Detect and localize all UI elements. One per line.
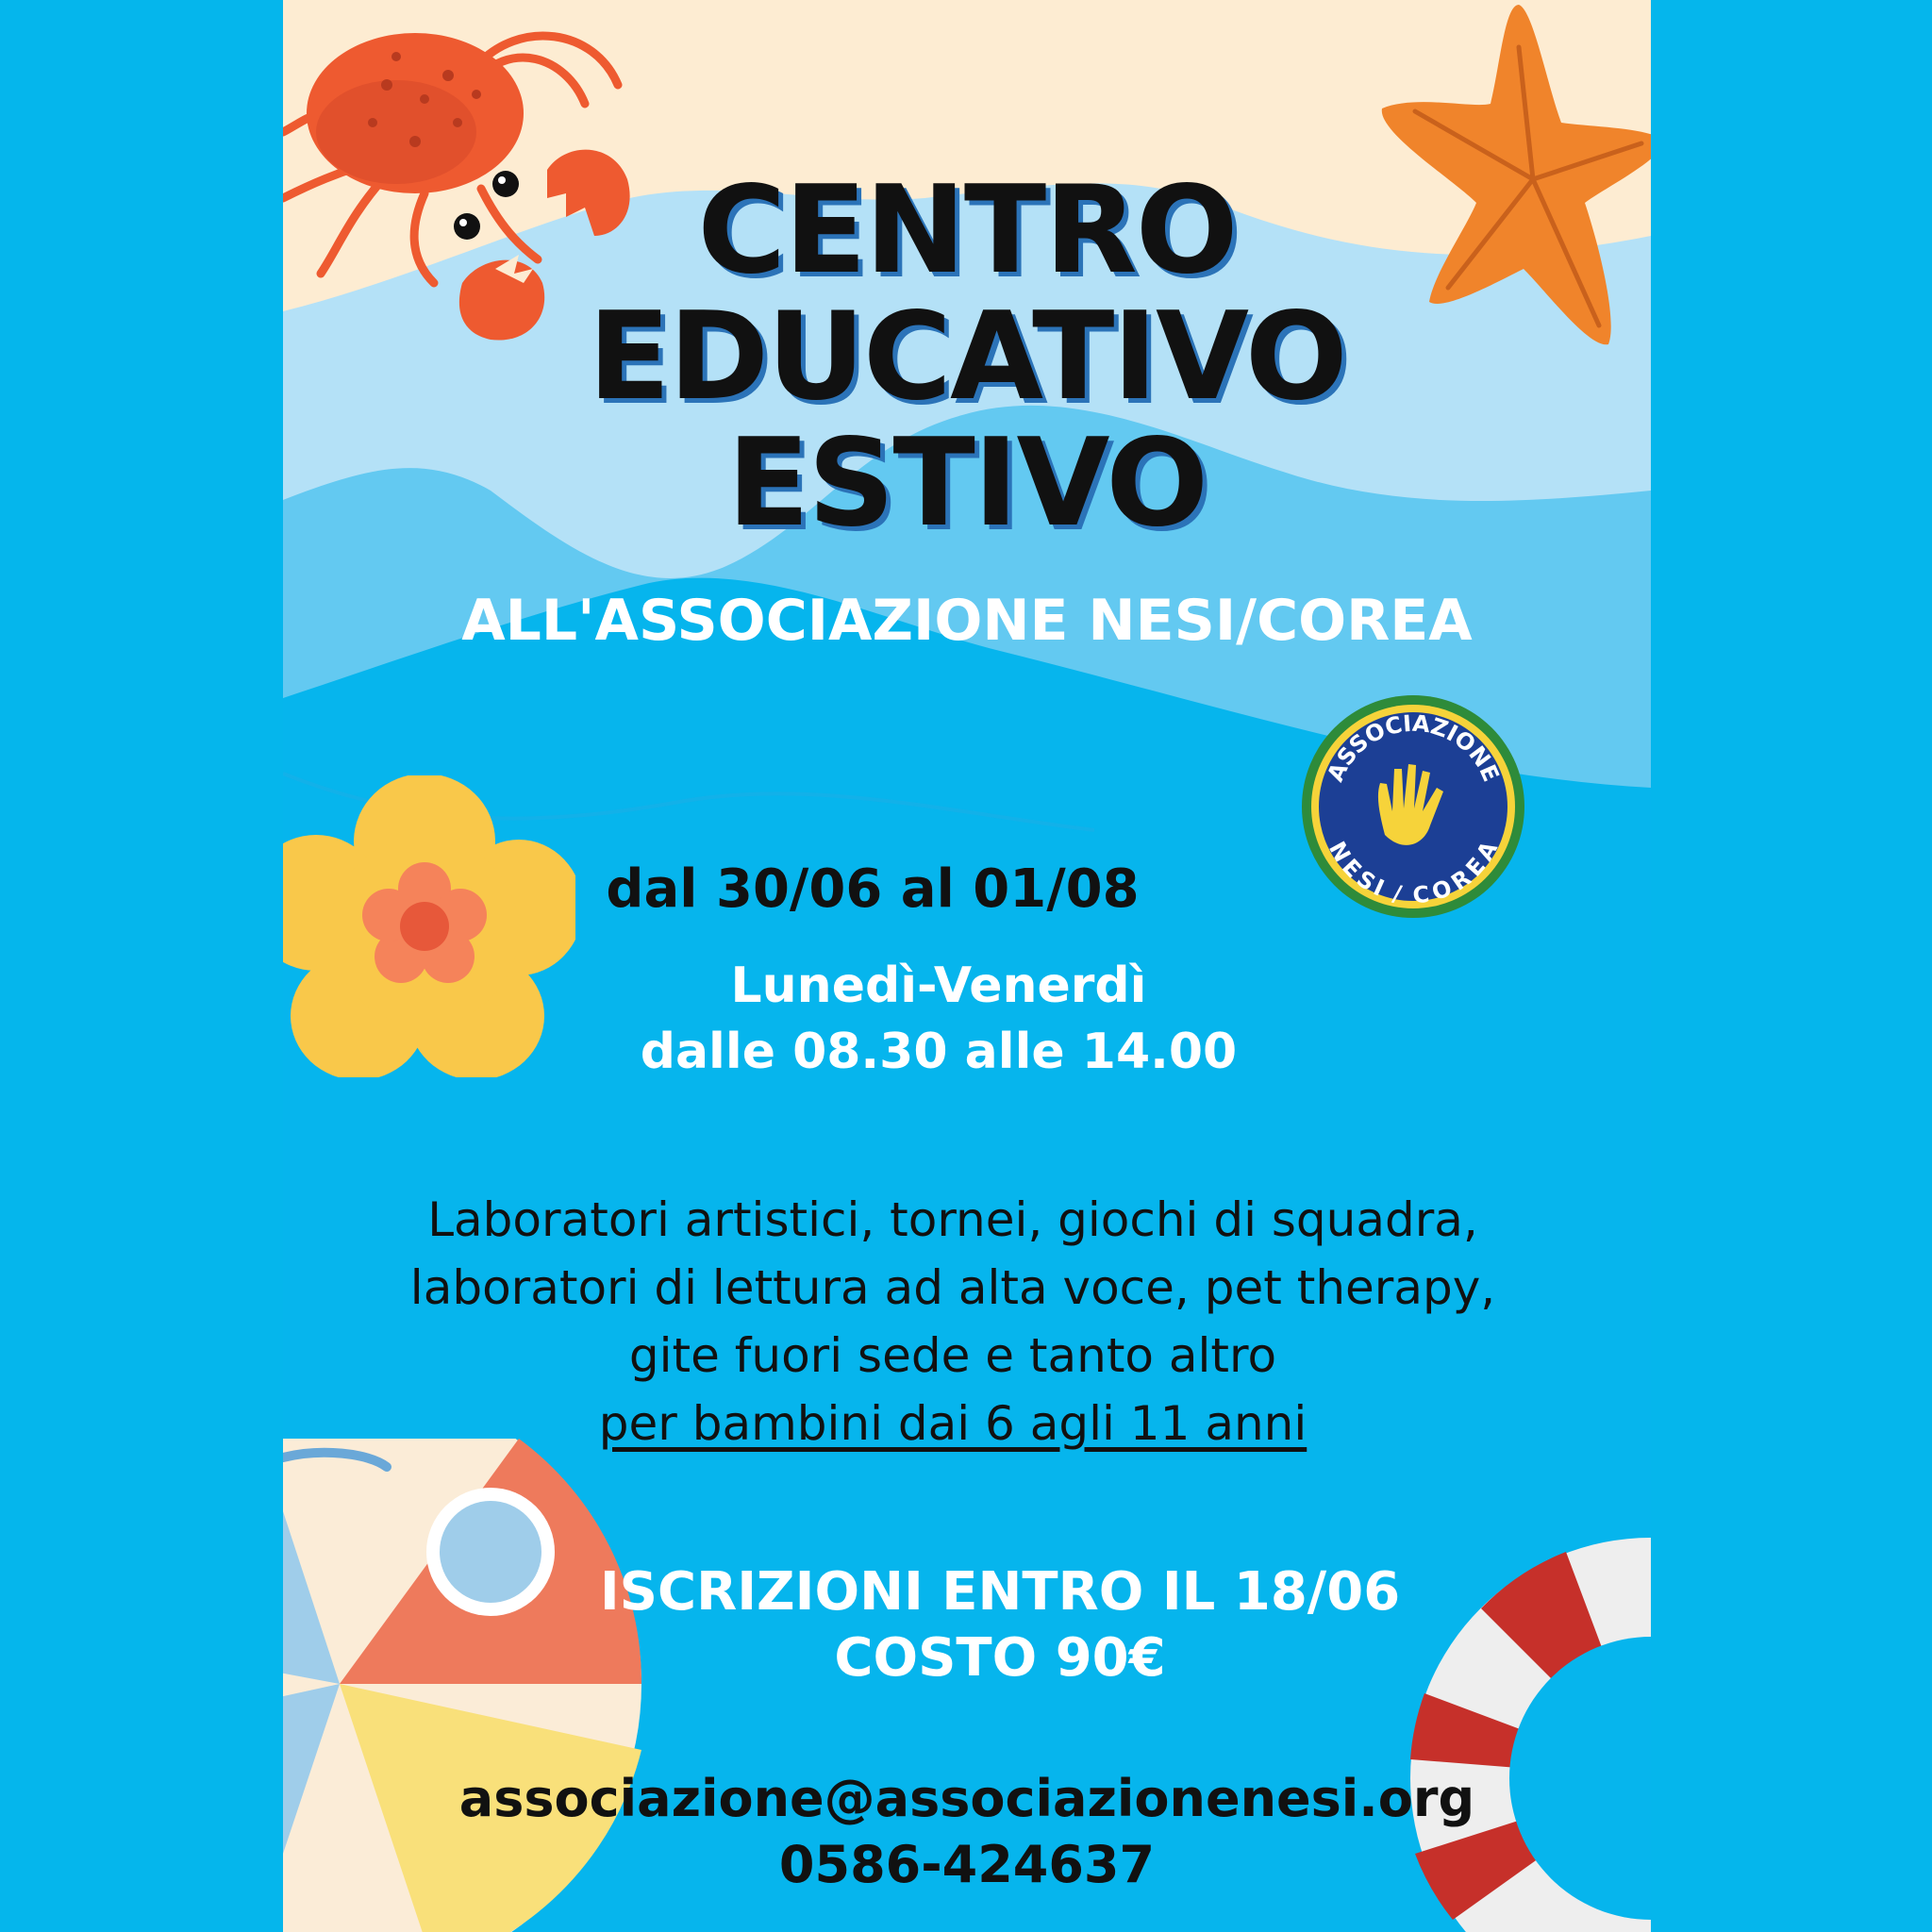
title-line-1: CENTRO: [697, 160, 1237, 301]
poster: [283, 0, 1651, 1932]
logo-top-text: ASSOCIAZIONE: [1322, 709, 1505, 786]
activities-line-3: gite fuori sede e tanto altro: [628, 1328, 1277, 1383]
subtitle: ALL'ASSOCIAZIONE NESI/COREA: [461, 588, 1473, 654]
cost-text: COSTO 90€: [834, 1627, 1166, 1689]
schedule-hours: dalle 08.30 alle 14.00: [640, 1024, 1238, 1080]
age-range-text: per bambini dai 6 agli 11 anni: [598, 1396, 1307, 1451]
dates-text: dal 30/06 al 01/08: [606, 858, 1140, 920]
activities-line-2: laboratori di lettura ad alta voce, pet therapy,: [409, 1260, 1496, 1315]
logo-bottom-text: NESI / COREA: [1323, 837, 1504, 909]
contact-email[interactable]: associazione@associazionenesi.org: [458, 1769, 1475, 1828]
schedule-days: Lunedì-Venerdì: [730, 958, 1147, 1014]
contact-phone[interactable]: 0586-424637: [778, 1835, 1156, 1894]
title-line-2: EDUCATIVO: [588, 287, 1346, 427]
activities-line-1: Laboratori artistici, tornei, giochi di squadra,: [427, 1192, 1478, 1247]
title-line-3: ESTIVO: [726, 413, 1208, 554]
registration-deadline: ISCRIZIONI ENTRO IL 18/06: [599, 1561, 1401, 1623]
